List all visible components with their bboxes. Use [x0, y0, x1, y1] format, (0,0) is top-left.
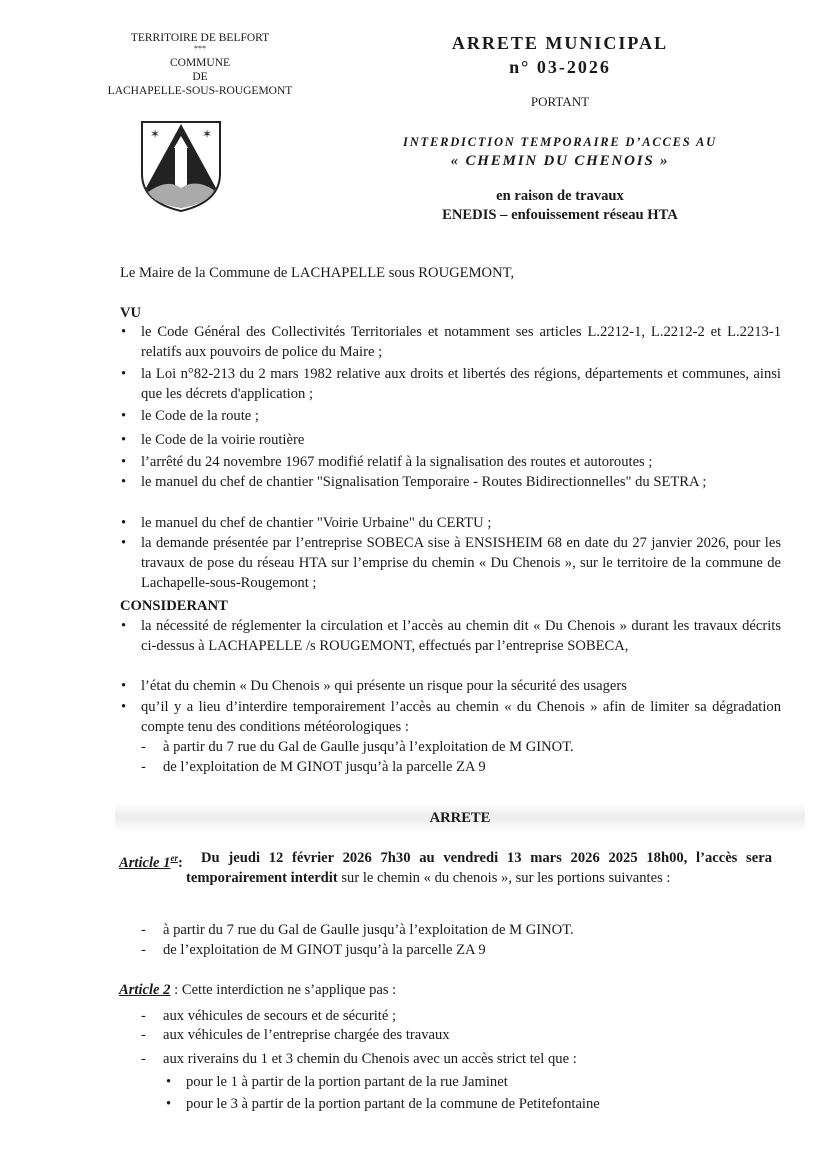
reason-block [410, 187, 710, 225]
subject-line-1: INTERDICTION TEMPORAIRE D’ACCES AU [403, 135, 717, 149]
document-title [440, 31, 680, 79]
article-1-text: Du jeudi 12 février 2026 7h30 au vendredi 13 mars 2026 2025 18h00, l’accès sera temporairement interdit sur le chemin « du chenois », sur les portions suivantes : [186, 850, 772, 886]
portion-item: - à partir du 7 rue du Gal de Gaulle jusqu’à l’exploitation de M GINOT. [141, 922, 574, 938]
exception-item: - aux véhicules de secours et de sécurité ; [141, 1008, 397, 1024]
considerant-item: • la nécessité de réglementer la circulation et l’accès au chemin dit « Du Chenois » durant les travaux décrits ci-dessus à LACHAPELLE /s ROUGEMONT, effectués par l’entreprise SOBECA, [121, 618, 781, 654]
title-line: ARRETE MUNICIPAL [451, 33, 669, 53]
article-2: Article 2 : Cette interdiction ne s’applique pas : [119, 982, 397, 998]
coat-of-arms-icon [138, 118, 224, 214]
subject-line-2: « CHEMIN DU CHENOIS » [450, 153, 670, 169]
arrete-number: n° 03-2026 [509, 57, 611, 77]
exception-sub-item: • pour le 1 à partir de la portion partant de la rue Jaminet [166, 1074, 508, 1090]
considerant-item: • l’état du chemin « Du Chenois » qui présente un risque pour la sécurité des usagers [121, 678, 627, 694]
vu-item: • la demande présentée par l’entreprise SOBECA sise à ENSISHEIM 68 en date du 27 janvier 2026, pour les travaux de pose du réseau HTA sur l’emprise du chemin « Du Chenois », sur le territoire de la commune de Lachapelle-sous-Rougemont ; [121, 535, 781, 591]
commune-name: LACHAPELLE-SOUS-ROUGEMONT [107, 85, 293, 97]
portion-item: - de l’exploitation de M GINOT jusqu’à la parcelle ZA 9 [141, 942, 486, 958]
portion-item: - de l’exploitation de M GINOT jusqu’à la parcelle ZA 9 [141, 759, 486, 775]
article-1-label: Article 1er: [119, 853, 183, 871]
svg-text:✶: ✶ [202, 127, 213, 141]
considerant-heading: CONSIDERANT [120, 598, 228, 614]
vu-item: • la Loi n°82-213 du 2 mars 1982 relative aux droits et libertés des régions, départements et communes, ainsi que les décrets d'application ; [121, 366, 781, 402]
separator-stars: *** [194, 44, 206, 53]
issuer-block [80, 31, 320, 98]
vu-heading: VU [120, 305, 142, 321]
exception-sub-item: • pour le 3 à partir de la portion partant de la commune de Petitefontaine [166, 1096, 600, 1112]
intro: Le Maire de la Commune de LACHAPELLE sous ROUGEMONT, [120, 265, 515, 281]
portant: PORTANT [530, 94, 590, 109]
portion-item: - à partir du 7 rue du Gal de Gaulle jusqu’à l’exploitation de M GINOT. [141, 739, 574, 755]
vu-item: • le Code de la voirie routière [121, 432, 305, 448]
exception-item: - aux véhicules de l’entreprise chargée des travaux [141, 1027, 450, 1043]
exception-item: - aux riverains du 1 et 3 chemin du Chenois avec un accès strict tel que : [141, 1051, 577, 1067]
vu-item: • le Code Général des Collectivités Territoriales et notamment ses articles L.2212-1, L.2212-2 et L.2213-1 relatifs aux pouvoirs de police du Maire ; [121, 324, 781, 360]
reason-line-2: ENEDIS – enfouissement réseau HTA [442, 207, 678, 223]
arrete-heading: ARRETE [429, 810, 491, 826]
considerant-item: • qu’il y a lieu d’interdire temporairement l’accès au chemin « du Chenois » afin de limiter sa dégradation compte tenu des conditions météorologiques : [121, 699, 781, 735]
vu-item: • le manuel du chef de chantier "Signalisation Temporaire - Routes Bidirectionnelles" du SETRA ; [121, 474, 707, 490]
vu-item: • le manuel du chef de chantier "Voirie Urbaine" du CERTU ; [121, 515, 492, 531]
vu-item: • l’arrêté du 24 novembre 1967 modifié relatif à la signalisation des routes et autoroutes ; [121, 454, 653, 470]
territoire: TERRITOIRE DE BELFORT [130, 32, 270, 44]
vu-item: • le Code de la route ; [121, 408, 259, 424]
commune-label: COMMUNE [169, 57, 231, 69]
reason-line-1: en raison de travaux [496, 188, 624, 204]
svg-text:✶: ✶ [150, 127, 161, 141]
de-label: DE [192, 71, 208, 83]
